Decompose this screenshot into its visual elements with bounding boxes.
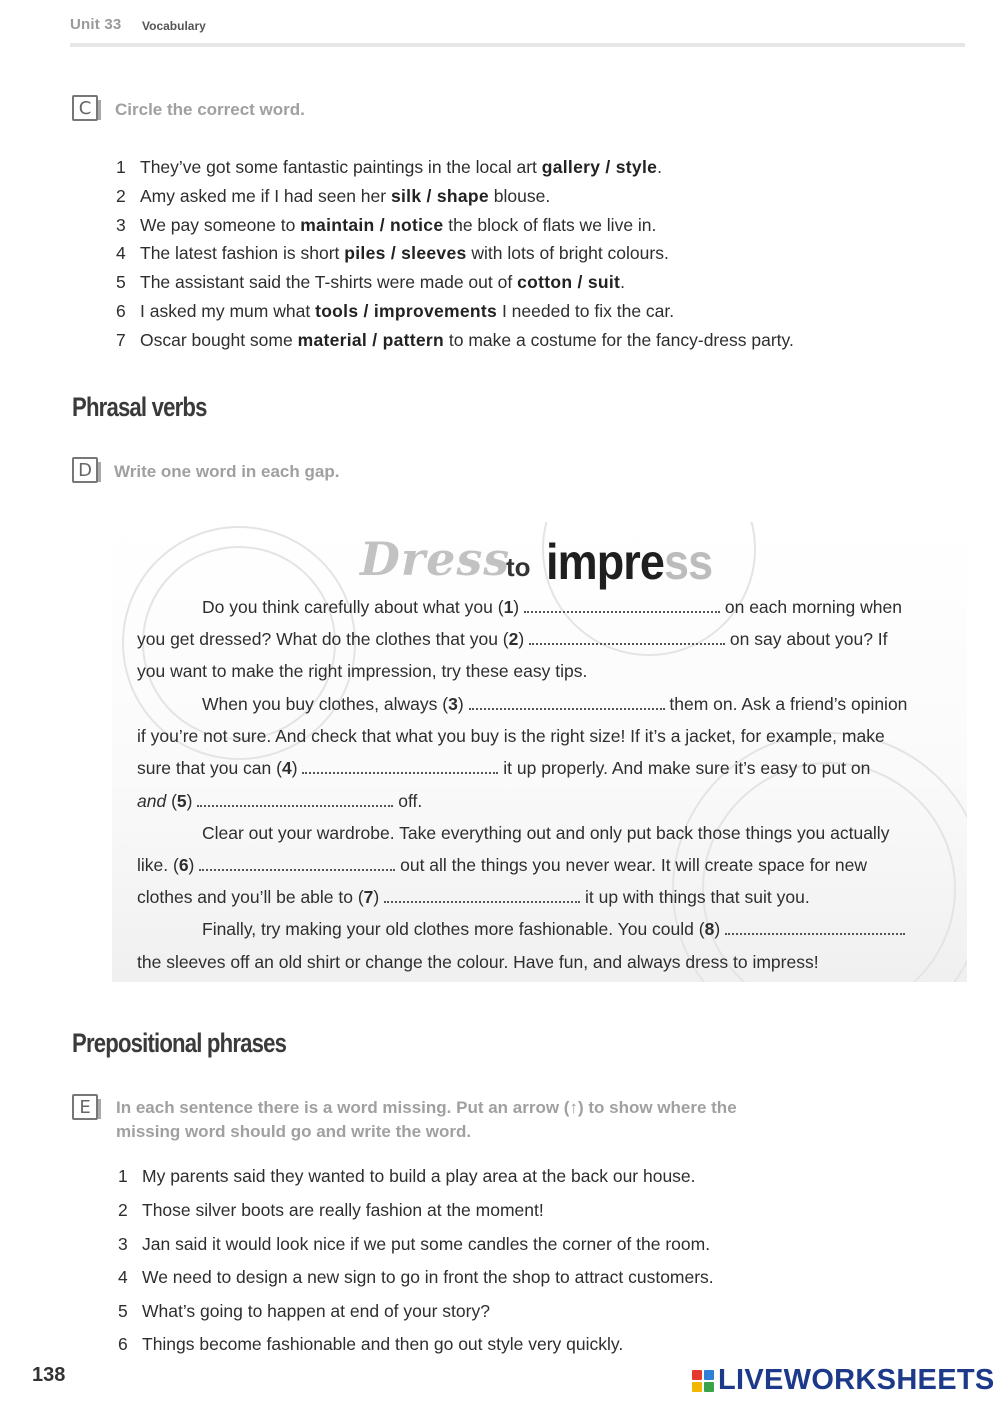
section-heading-prepositional-phrases: Prepositional phrases: [72, 1028, 287, 1058]
word-options[interactable]: maintain / notice: [300, 215, 444, 235]
exercise-e-badge: E: [72, 1094, 98, 1120]
article-line: if you’re not sure. And check that what you buy is the right size! If it’s a jacket, for example, make: [137, 726, 885, 746]
list-item: 1 They’ve got some fantastic paintings in the local art gallery / style.: [116, 157, 663, 177]
list-item[interactable]: 3 Jan said it would look nice if we put some candles the corner of the room.: [118, 1234, 711, 1254]
answer-gap-6[interactable]: [199, 855, 395, 871]
logo-tile: [704, 1382, 714, 1392]
article-title-impress: impress: [546, 534, 713, 590]
answer-gap-1[interactable]: [524, 597, 720, 613]
logo-tile: [704, 1370, 714, 1380]
list-item: 2 Amy asked me if I had seen her silk / shape blouse.: [116, 186, 551, 206]
list-item[interactable]: 5 What’s going to happen at end of your story?: [118, 1301, 490, 1321]
header-divider: [70, 43, 965, 47]
exercise-d-badge: D: [72, 457, 98, 483]
page-number: 138: [32, 1364, 66, 1386]
answer-gap-4[interactable]: [302, 758, 498, 774]
up-arrow-icon: ↑: [569, 1098, 578, 1117]
exercise-c-instruction: Circle the correct word.: [115, 100, 305, 119]
answer-gap-7[interactable]: [384, 887, 580, 903]
answer-gap-3[interactable]: [469, 694, 665, 710]
article-line: like. (6) out all the things you never wear. It will create space for new: [137, 855, 868, 875]
article-title-to: to: [506, 552, 531, 582]
list-item[interactable]: 2 Those silver boots are really fashion at the moment!: [118, 1200, 544, 1220]
list-item: 6 I asked my mum what tools / improvements I needed to fix the car.: [116, 301, 675, 321]
section-heading-phrasal-verbs: Phrasal verbs: [72, 392, 207, 422]
article-line: When you buy clothes, always (3) them on. Ask a friend’s opinion: [202, 694, 908, 714]
list-item[interactable]: 4 We need to design a new sign to go in front the shop to attract customers.: [118, 1267, 714, 1287]
list-item: 7 Oscar bought some material / pattern to make a costume for the fancy-dress party.: [116, 330, 794, 350]
answer-gap-8[interactable]: [725, 919, 905, 935]
article-line: sure that you can (4) it up properly. And make sure it’s easy to put on: [137, 758, 871, 778]
article-line: Finally, try making your old clothes more fashionable. You could (8): [202, 919, 905, 940]
exercise-d-instruction: Write one word in each gap.: [114, 462, 340, 481]
article-line: Do you think carefully about what you (1) on each morning when: [202, 597, 902, 617]
list-item[interactable]: 1 My parents said they wanted to build a play area at the back our house.: [118, 1166, 696, 1186]
word-options[interactable]: piles / sleeves: [344, 243, 467, 263]
logo-tiles-icon: [692, 1370, 714, 1392]
word-options[interactable]: gallery / style: [541, 157, 658, 177]
list-item: 3 We pay someone to maintain / notice the block of flats we live in.: [116, 215, 657, 235]
word-options[interactable]: silk / shape: [390, 186, 489, 206]
article-line: Clear out your wardrobe. Take everything out and only put back those things you actually: [202, 823, 890, 843]
section-label: Vocabulary: [142, 19, 206, 33]
word-options[interactable]: material / pattern: [297, 330, 444, 350]
answer-gap-5[interactable]: [197, 791, 393, 807]
exercise-e-instruction: In each sentence there is a word missing. Put an arrow (↑) to show where the missing word should go and write the word.: [116, 1098, 737, 1141]
list-item: 5 The assistant said the T-shirts were made out of cotton / suit.: [116, 272, 626, 292]
article-line: you want to make the right impression, try these easy tips.: [137, 661, 588, 681]
article-line: clothes and you’ll be able to (7) it up with things that suit you.: [137, 887, 810, 907]
word-options[interactable]: cotton / suit: [517, 272, 621, 292]
liveworksheets-logo[interactable]: [692, 1364, 995, 1397]
answer-gap-2[interactable]: [529, 629, 725, 645]
exercise-c-badge: C: [72, 95, 98, 121]
logo-tile: [692, 1370, 702, 1380]
article-line: you get dressed? What do the clothes that you (2) on say about you? If: [137, 629, 888, 649]
logo-tile: [692, 1382, 702, 1392]
article-title-dress: Dress: [360, 532, 511, 586]
article-line: the sleeves off an old shirt or change the colour. Have fun, and always dress to impress!: [137, 952, 819, 972]
logo-text: LIVEWORKSHEETS: [718, 1364, 995, 1396]
article-box: [112, 522, 967, 982]
unit-label: Unit 33: [70, 16, 122, 33]
article-line: and (5) off.: [137, 791, 423, 811]
word-options[interactable]: tools / improvements: [315, 301, 498, 321]
list-item[interactable]: 6 Things become fashionable and then go out style very quickly.: [118, 1334, 624, 1354]
list-item: 4 The latest fashion is short piles / sleeves with lots of bright colours.: [116, 243, 669, 263]
